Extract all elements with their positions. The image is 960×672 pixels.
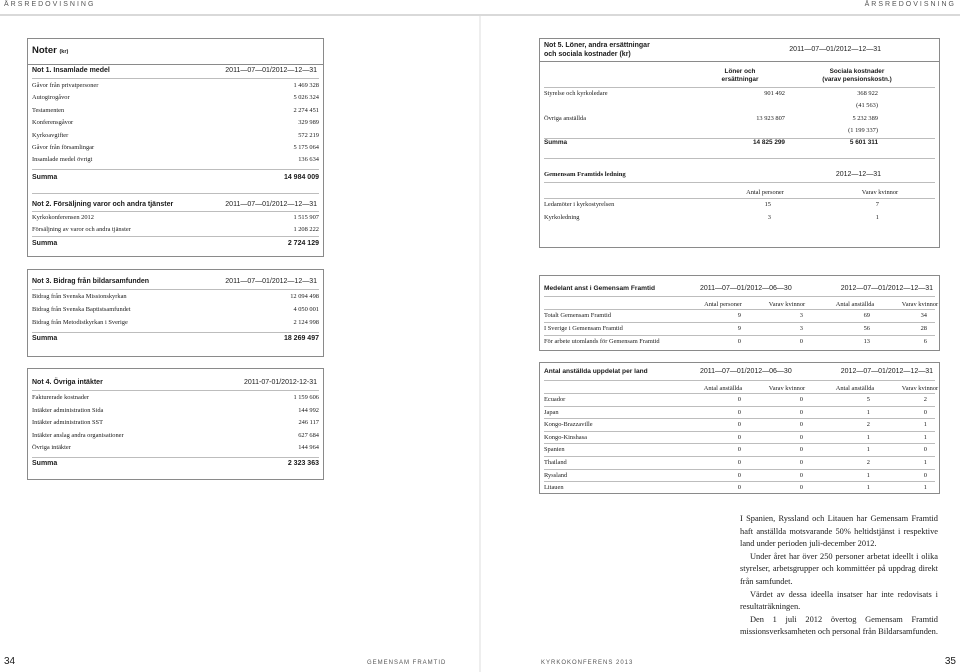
not4-row-label: Intäkter administration SST [32,419,103,427]
not4-panel [27,368,324,480]
not5-row-social: (41 563) [856,102,878,110]
medelantal-row-value: 9 [737,312,741,319]
not4-row [32,405,319,417]
divider [544,380,935,381]
divider [32,78,319,79]
ledning-row-women: 7 [875,201,879,208]
not2-row-label: Försäljning av varor och andra tjänster [32,226,131,233]
not4-row [32,392,319,404]
medelantal-panel [539,275,940,351]
not1-row-label: Gåvor från privatpersoner [32,82,99,89]
not4-row-value: 246 117 [298,419,319,427]
per-land-row-label: Japan [544,408,559,416]
not3-row [32,317,319,329]
ledning-row-label: Ledamöter i kyrkostyrelsen [544,201,615,208]
divider [32,236,319,237]
per-land-col-header: Antal anställda [703,385,743,392]
not4-row [32,442,319,454]
explanatory-text [740,513,938,639]
divider [32,193,319,194]
not1-sum-label: Summa [32,174,58,181]
per-land-row [544,457,935,469]
per-land-row-value: 1 [866,408,870,416]
not2-row-label: Kyrkokonferensen 2012 [32,214,94,221]
medelantal-row-label: För arbete utomlands för Gemensam Framtid [544,337,660,345]
not3-row-label: Bidrag från Svenska Missionskyrkan [32,293,127,300]
not1-row-value: 329 989 [298,119,319,127]
per-land-row-value: 0 [923,446,927,454]
per-land-row [544,407,935,419]
per-land-row-value: 1 [866,471,870,479]
divider [32,169,319,170]
divider [544,182,935,183]
not3-sum-row [32,333,319,345]
not3-row-value: 12 094 498 [290,293,319,300]
per-land-row-value: 0 [737,433,741,441]
ledning-row-count: 15 [764,201,771,208]
not2-period: 2011—07—01/2012—12—31 [225,201,317,208]
not1-row-value: 572 219 [298,131,319,139]
running-header-left: ÅRSREDOVISNING [4,1,96,8]
per-land-row-value: 5 [866,396,870,403]
not1-row-value: 136 634 [298,156,319,164]
per-land-title: Antal anställda uppdelat per land [544,368,648,375]
not5-sum-c2: 5 601 311 [849,139,878,146]
per-land-row-value: 0 [799,471,803,479]
per-land-row [544,444,935,456]
not1-row [32,154,319,166]
medelantal-period1: 2011—07—01/2012—06—30 [700,285,792,292]
medelantal-row-label: I Sverige i Gemensam Framtid [544,324,623,332]
not4-row-label: Intäkter administration Sida [32,406,104,414]
paragraph: Värdet av dessa ideella insatser har inte redovisats i resultaträkningen. [740,589,938,612]
not5-title-line2: och sociala kostnader (kr) [544,51,631,58]
not1-row-label: Gåvor från församlingar [32,144,95,151]
per-land-row-value: 0 [799,408,803,416]
page-number-left: 34 [4,656,16,667]
not5-sum-c1: 14 825 299 [753,139,785,146]
not5-col2-line2: (varav pensionskostn.) [822,76,892,83]
medelantal-row-value: 6 [923,337,927,345]
footer-org: GEMENSAM FRAMTID [367,660,447,666]
per-land-row-value: 1 [866,484,870,492]
not3-sum-label: Summa [32,335,58,342]
not5-col1-header [700,68,780,84]
medelantal-row-value: 3 [799,312,803,319]
not3-row-value: 2 124 998 [293,319,319,326]
per-land-row-value: 0 [799,446,803,454]
medelantal-row-value: 13 [863,337,870,345]
per-land-col-header: Varav kvinnor [901,385,939,392]
per-land-panel [539,362,940,494]
not4-row-value: 144 964 [298,444,319,452]
ledning-row-count: 3 [767,213,771,221]
not2-row [32,224,319,236]
paragraph: Den 1 juli 2012 övertog Gemensam Framtid missionsverksamheten och personal från Bildarsamfunden. [740,614,938,637]
not5-row-wages: 13 923 807 [756,114,785,122]
medelantal-row-value: 69 [863,312,870,319]
per-land-row-value: 0 [923,408,927,416]
per-land-row-value: 0 [799,459,803,466]
per-land-col-header: Varav kvinnor [768,385,806,392]
per-land-row-value: 1 [866,446,870,454]
not4-sum-row [32,458,319,470]
medelantal-row-value: 56 [863,324,870,332]
not5-col1-line2: ersättningar [721,76,759,83]
per-land-row-value: 2 [923,396,927,403]
not1-row [32,142,319,154]
not4-row-label: Fakturerade kostnader [32,394,89,401]
not3-panel [27,269,324,357]
not1-row-value: 2 274 451 [293,106,319,114]
divider [28,64,323,65]
not4-row [32,430,319,442]
per-land-row-value: 0 [737,484,741,492]
per-land-row [544,482,935,494]
not3-row-label: Bidrag från Svenska Baptistsamfundet [32,306,131,313]
not5-row-wages: 901 492 [764,90,785,97]
per-land-row-value: 0 [923,471,927,479]
not2-title: Not 2. Försäljning varor och andra tjänster [32,201,174,208]
not4-sum-value: 2 323 363 [287,460,319,467]
per-land-row-value: 0 [799,396,803,403]
medelantal-col-header: Varav kvinnor [768,301,806,308]
per-land-row-label: Ryssland [544,471,568,479]
per-land-row-value: 1 [923,421,927,429]
per-land-row-value: 2 [866,421,870,429]
notes-1-2-panel [27,38,324,257]
page-number-right: 35 [944,656,956,667]
not5-col2-header [802,68,912,84]
not5-row-label: Styrelse och kyrkoledare [544,90,608,97]
not5-row [544,88,935,100]
not5-panel [539,38,940,248]
not3-row [32,304,319,316]
medelantal-col-header: Antal personer [704,301,742,308]
not4-row-label: Intäkter anslag andra organisationer [32,431,124,439]
not1-row-label: Testamenten [32,106,65,114]
not5-row [544,125,935,137]
medelantal-row [544,310,935,322]
per-land-row-value: 0 [799,484,803,492]
not4-period: 2011-07-01/2012-12-31 [243,379,317,386]
footer-event: KYRKOKONFERENS 2013 [541,660,634,666]
per-land-period2: 2012—07—01/2012—12—31 [840,368,933,375]
not1-row-value: 1 469 328 [293,82,319,89]
per-land-row-value: 1 [923,433,927,441]
medelantal-col-header: Antal anställda [835,301,875,308]
not4-title: Not 4. Övriga intäkter [32,379,103,386]
not2-sum-label: Summa [32,240,58,247]
not5-title [544,41,650,59]
per-land-row-value: 0 [737,459,741,466]
per-land-row-value: 0 [737,396,741,403]
not1-row [32,80,319,92]
medelantal-title: Medelant anst i Gemensam Framtid [544,285,656,292]
per-land-row-label: Kongo-Brazzaville [544,421,593,429]
per-land-row-value: 0 [737,446,741,454]
not1-sum-row [32,172,319,184]
not1-sum-value: 14 984 009 [283,174,319,181]
not3-period: 2011—07—01/2012—12—31 [225,278,317,285]
not2-row-value: 1 515 907 [293,214,319,221]
per-land-row-label: Ecuador [544,396,566,403]
ledning-title: Gemensam Framtids ledning [544,171,626,178]
not5-row-social: 368 922 [857,90,878,97]
per-land-row-value: 0 [737,408,741,416]
per-land-row-label: Thailand [544,459,567,466]
not4-row-label: Övriga intäkter [32,444,71,452]
not3-title: Not 3. Bidrag från bildarsamfunden [32,278,150,285]
not4-row-value: 627 684 [298,431,319,439]
divider [540,61,939,62]
medelantal-period2: 2012—07—01/2012—12—31 [840,285,933,292]
per-land-row-value: 2 [866,459,870,466]
not3-row-value: 4 050 001 [293,306,319,313]
notes-heading-unit: (kr) [59,49,69,55]
medelantal-row-value: 28 [920,324,927,332]
per-land-row-value: 0 [737,471,741,479]
not1-row-value: 5 175 064 [293,144,319,151]
not5-col1-line1: Löner och [724,68,756,75]
per-land-row-value: 0 [737,421,741,429]
divider [32,390,319,391]
not1-row-label: Insamlade medel övrigt [32,156,93,164]
not2-row-value: 1 208 222 [293,226,319,233]
not5-period: 2011—07—01/2012—12—31 [789,46,881,53]
not5-row-social: (1 199 337) [848,126,878,134]
running-header-right: ÅRSREDOVISNING [864,1,956,8]
medelantal-row-value: 0 [737,337,741,345]
medelantal-row-value: 9 [737,324,741,332]
divider [32,289,319,290]
per-land-row [544,419,935,431]
per-land-row-label: Litauen [544,484,564,492]
not1-row-label: Konferensgåvor [32,119,74,127]
not1-period: 2011—07—01/2012—12—31 [225,67,317,74]
notes-heading [32,45,68,58]
not1-row-label: Kyrkoavgifter [32,131,69,139]
per-land-row-value: 1 [866,433,870,441]
per-land-row-value: 1 [923,459,927,466]
not5-col2-line1: Sociala kostnader [829,68,885,75]
medelantal-row-value: 34 [920,312,927,319]
not2-row [32,212,319,224]
ledning-period: 2012—12—31 [835,171,881,178]
medelantal-row-value: 0 [799,337,803,345]
ledning-row [544,212,935,224]
divider [544,296,935,297]
not1-row-value: 5 026 324 [293,94,319,102]
not1-title: Not 1. Insamlade medel [32,67,110,74]
ledning-col2-header: Varav kvinnor [861,189,899,196]
per-land-row-value: 0 [799,421,803,429]
per-land-row-value: 1 [923,484,927,492]
ledning-row-label: Kyrkoledning [544,213,580,221]
not5-row-label: Övriga anställda [544,114,587,122]
not5-row [544,113,935,125]
per-land-row-label: Spanien [544,446,565,454]
not2-sum-value: 2 724 129 [287,240,319,247]
not5-sum-label: Summa [544,139,568,146]
per-land-period1: 2011—07—01/2012—06—30 [700,368,792,375]
medelantal-row-label: Totalt Gemensam Framtid [544,312,611,319]
paragraph: I Spanien, Ryssland och Litauen har Gemensam Framtid haft anställda motsvarande 50% heltidstjänst i respektive land under perioden juli-december 2012. [740,514,938,549]
ledning-row [544,199,935,211]
per-land-row [544,470,935,482]
not4-row [32,417,319,429]
notes-heading-main: Noter [32,45,57,56]
page-fold [479,16,481,672]
not3-row [32,291,319,303]
medelantal-row [544,336,935,348]
per-land-row-label: Kongo-Kinshasa [544,433,587,441]
medelantal-row [544,323,935,335]
per-land-col-header: Antal anställda [835,385,875,392]
not5-row-social: 5 232 389 [852,114,878,122]
not5-row [544,100,935,112]
not2-sum-row [32,238,319,250]
per-land-row [544,394,935,406]
medelantal-col-header: Varav kvinnor [901,301,939,308]
paragraph: Under året har över 250 personer arbetat ideellt i olika styrelser, arbetsgrupper och kommittéer på uppdrag direkt från samfundet. [740,551,938,586]
not5-title-line1: Not 5. Löner, andra ersättningar [544,42,650,49]
not4-sum-label: Summa [32,460,58,467]
ledning-col1-header: Antal personer [746,189,784,196]
not1-row [32,117,319,129]
ledning-row-women: 1 [875,213,879,221]
divider [544,158,935,159]
not3-row-label: Bidrag från Metodistkyrkan i Sverige [32,319,128,326]
not1-row [32,130,319,142]
per-land-row-value: 0 [799,433,803,441]
not3-sum-value: 18 269 497 [283,335,319,342]
not1-row [32,105,319,117]
not1-row-label: Autogirogåvor [32,94,70,102]
not1-row [32,92,319,104]
per-land-row [544,432,935,444]
not4-row-value: 144 992 [298,406,319,414]
not4-row-value: 1 159 606 [293,394,319,401]
not5-sum-row [544,137,935,149]
medelantal-row-value: 3 [799,324,803,332]
